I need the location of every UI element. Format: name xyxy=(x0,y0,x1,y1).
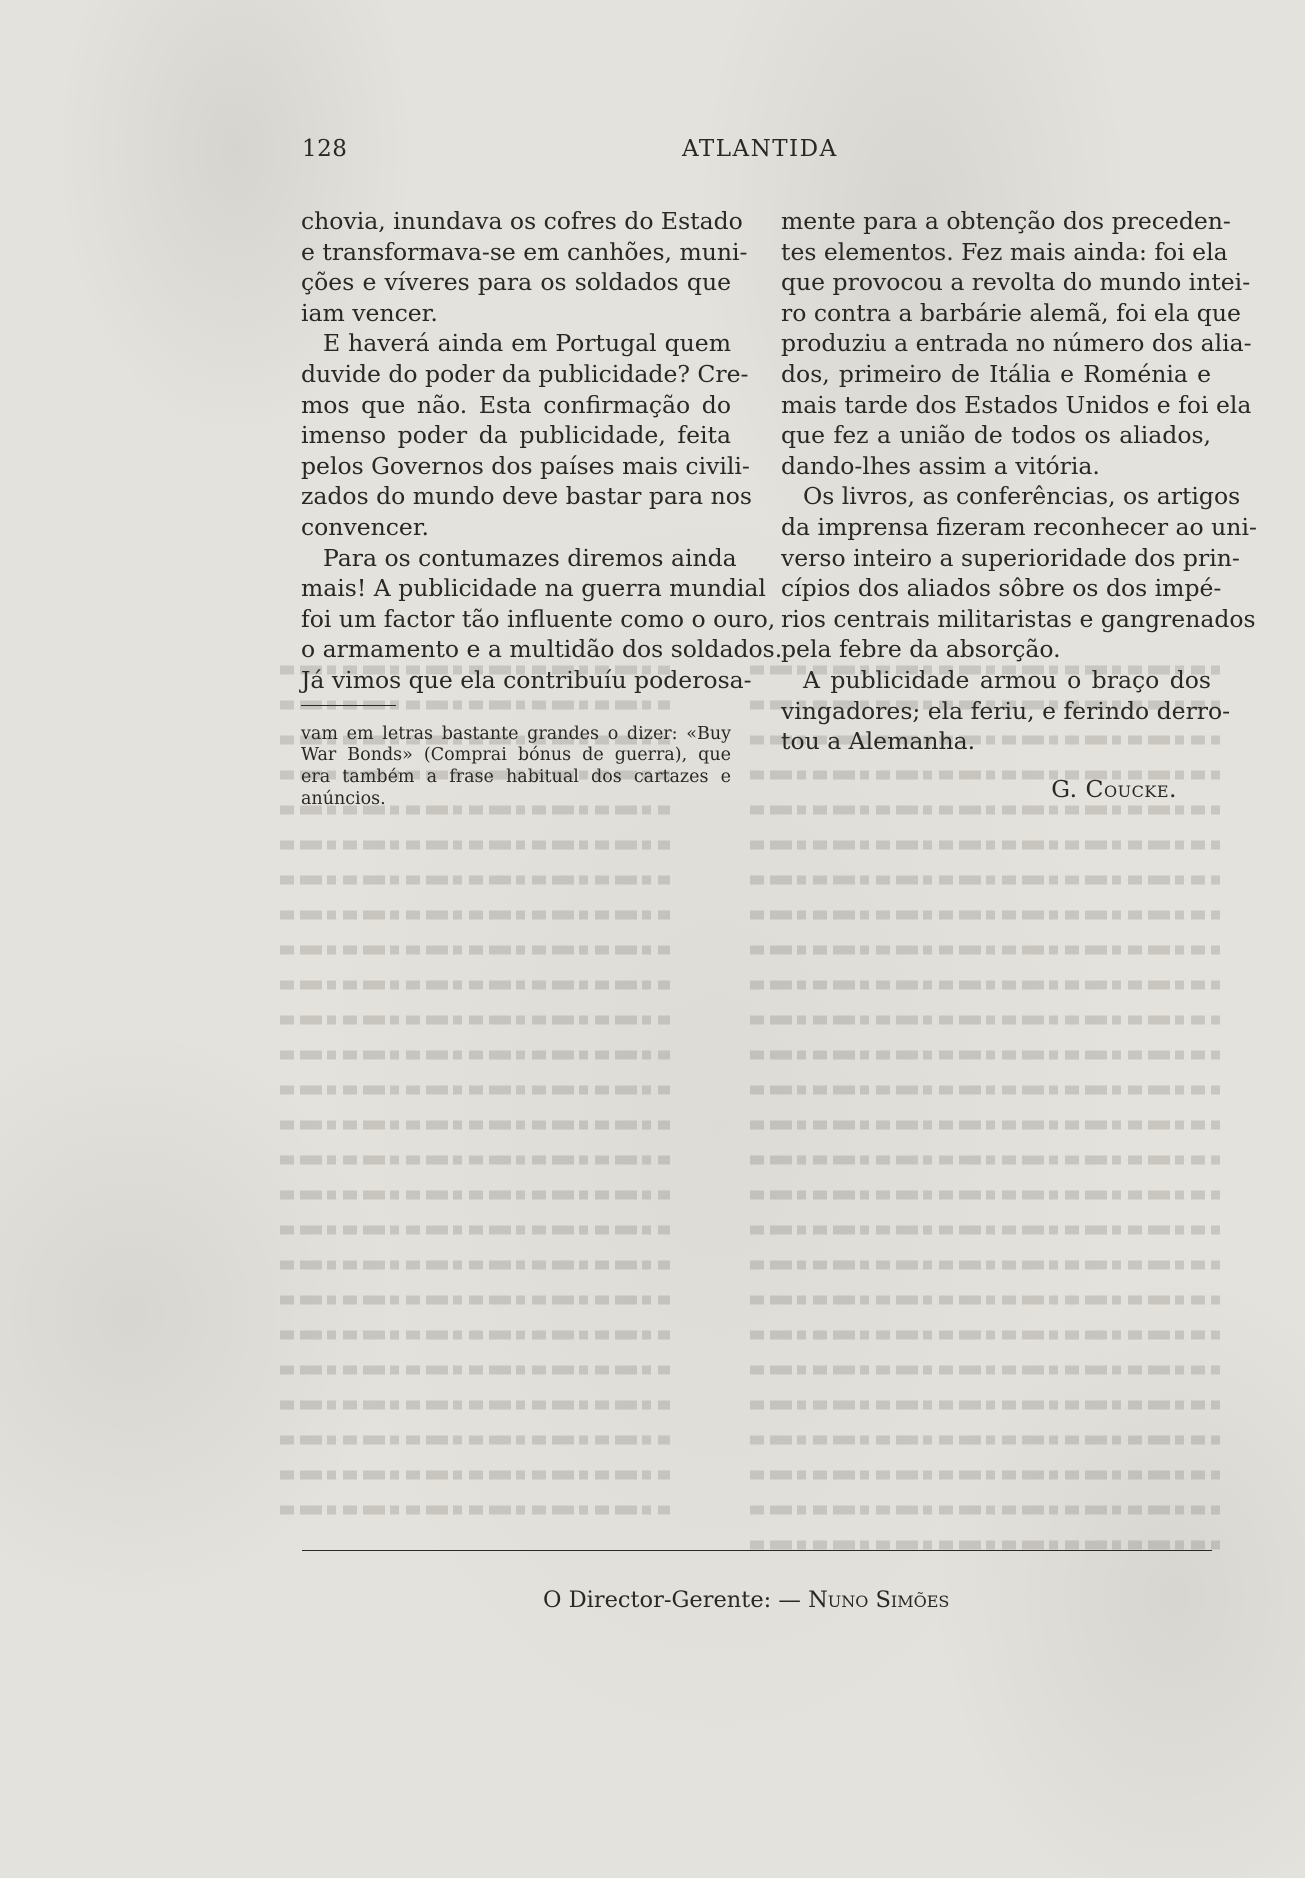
director-name: Nuno Simões xyxy=(808,1587,950,1613)
footer-rule xyxy=(302,1550,1212,1551)
text-line: mente para a obtenção dos preceden- xyxy=(781,207,1231,235)
author-signature: G. Coucke. xyxy=(1051,774,1177,803)
text-line: imenso poder da publicidade, feita xyxy=(301,421,731,450)
text-line: chovia, inundava os cofres do Estado xyxy=(301,207,743,235)
page-number: 128 xyxy=(302,136,348,162)
text-line: foi um factor tão influente como o ouro, xyxy=(301,604,776,633)
text-line: que fez a união de todos os aliados, xyxy=(781,421,1211,450)
text-line: iam vencer. xyxy=(301,298,438,327)
text-line: duvide do poder da publicidade? Cre- xyxy=(301,359,749,388)
text-line: tes elementos. Fez mais ainda: foi ela xyxy=(781,237,1228,266)
text-line: o armamento e a multidão dos soldados. xyxy=(301,635,783,664)
text-line: vingadores; ela feriu, e ferindo derro- xyxy=(781,696,1231,725)
text-line: mais! A publicidade na guerra mundial xyxy=(301,574,766,603)
footnote-line: vam em letras bastante grandes o dizer: «Buy xyxy=(301,723,731,744)
text-line: verso inteiro a superioridade dos prin- xyxy=(781,543,1240,572)
text-line: Os livros, as conferências, os artigos xyxy=(803,482,1241,511)
text-line: Para os contumazes diremos ainda xyxy=(323,543,737,572)
footnote-line: era também a frase habitual dos cartazes e xyxy=(301,767,731,788)
text-line: E haverá ainda em Portugal quem xyxy=(323,329,731,358)
footnote-line: anúncios. xyxy=(301,788,386,809)
text-line: produziu a entrada no número dos alia- xyxy=(781,329,1252,358)
text-line: tou a Alemanha. xyxy=(781,727,976,756)
text-line: mos que não. Esta confirmação do xyxy=(301,390,731,419)
footnote xyxy=(301,724,731,811)
text-line: dos, primeiro de Itália e Roménia e xyxy=(781,359,1211,388)
footnote-line: War Bonds» (Comprai bónus de guerra), que xyxy=(301,745,731,766)
left-column xyxy=(301,206,783,811)
director-line xyxy=(543,1587,949,1613)
text-line: ro contra a barbárie alemã, foi ela que xyxy=(781,298,1241,327)
text-line: dando-lhes assim a vitória. xyxy=(781,451,1100,480)
text-line: cípios dos aliados sôbre os dos impé- xyxy=(781,574,1222,603)
text-line: que provocou a revolta do mundo intei- xyxy=(781,268,1251,297)
text-line: zados do mundo deve bastar para nos xyxy=(301,482,752,511)
text-line: pelos Governos dos países mais civili- xyxy=(301,451,750,480)
text-line: da imprensa fizeram reconhecer ao uni- xyxy=(781,512,1257,541)
text-line: pela febre da absorção. xyxy=(781,635,1061,664)
text-line: convencer. xyxy=(301,512,429,541)
text-line: mais tarde dos Estados Unidos e foi ela xyxy=(781,390,1252,419)
right-column xyxy=(781,206,1257,804)
journal-title: ATLANTIDA xyxy=(682,136,838,162)
text-line: A publicidade armou o braço dos xyxy=(803,665,1211,694)
footnote-rule xyxy=(301,705,396,706)
text-line: e transformava-se em canhões, muni- xyxy=(301,237,748,266)
text-line: ções e víveres para os soldados que xyxy=(301,268,731,297)
text-line: rios centrais militaristas e gangrenados xyxy=(781,604,1256,633)
director-label: O Director-Gerente: — xyxy=(543,1587,801,1613)
text-line: Já vimos que ela contribuíu poderosa- xyxy=(301,665,752,694)
